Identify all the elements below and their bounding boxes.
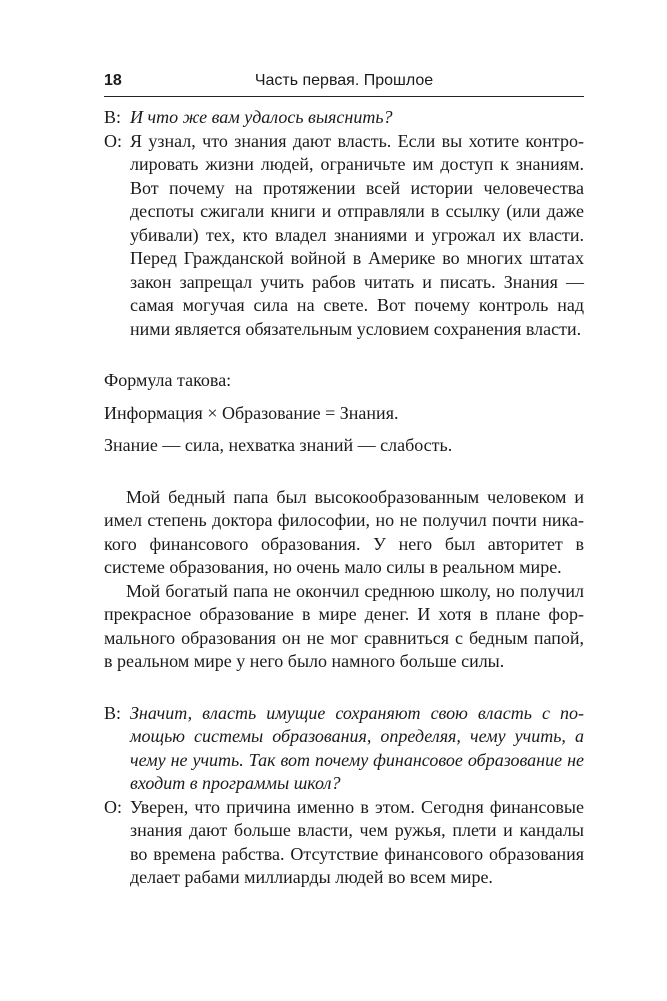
formula-equation: Информация × Образование = Знания. <box>104 402 399 423</box>
running-title: Часть первая. Прошлое <box>254 72 434 89</box>
question-text: И что же вам удалось выяснить? <box>130 107 393 127</box>
question-text: Значит, власть имущие сохраняют свою власть с помощью системы образования, определяя, чему учить, а чему не учить. Так вот почему финансовое образование не входит в программы школ? <box>130 702 584 793</box>
formula-statement: Знание — сила, нехватка знаний — слабость. <box>104 435 453 455</box>
answer-block-2 <box>104 796 584 890</box>
body-paragraph-2: Мой богатый папа не окончил среднюю школу, но получил прекрасное образование в мире денег. И хотя в плане формального образования он не мог сравниться с бедным папой, в реальном мире у него было намного больше силы. <box>104 580 584 671</box>
answer-block-1 <box>104 130 584 342</box>
answer-marker: О: <box>104 796 122 817</box>
answer-text: Я узнал, что знания дают власть. Если вы хотите контролировать жизни людей, ограничьте им доступ к знаниям. Вот почему на протяжении всей истории человечества деспоты сжигали книги и отправляли в ссылку (или даже убивали) тех, кто владел знаниями и угрожал их власти. Перед Гражданской войной в Америке во многих штатах закон запрещал учить рабов читать и писать. Знания — самая могучая сила на свете. Вот почему контроль над ними является обязательным условием сохранения власти. <box>130 130 584 339</box>
question-marker: В: <box>104 702 122 723</box>
question-block-1 <box>104 106 584 130</box>
answer-text: Уверен, что причина именно в этом. Сегодня финансовые знания дают больше власти, чем ружья, плети и кандалы во времена рабства. Отсутствие финансового образования делает рабами миллиарды людей во всем мире. <box>130 796 584 887</box>
page-content <box>104 106 584 890</box>
question-block-2 <box>104 702 584 796</box>
header-rule <box>104 96 584 97</box>
answer-marker: О: <box>104 130 122 151</box>
page-number: 18 <box>104 72 122 89</box>
question-marker: В: <box>104 107 122 127</box>
body-paragraph-1: Мой бедный папа был высокообразованным человеком и имел степень доктора философии, но не получил почти никакого финансового образования. У него был авторитет в системе образования, но очень мало силы в реальном мире. <box>104 486 584 577</box>
running-head <box>104 70 584 92</box>
formula-intro: Формула такова: <box>104 370 232 390</box>
